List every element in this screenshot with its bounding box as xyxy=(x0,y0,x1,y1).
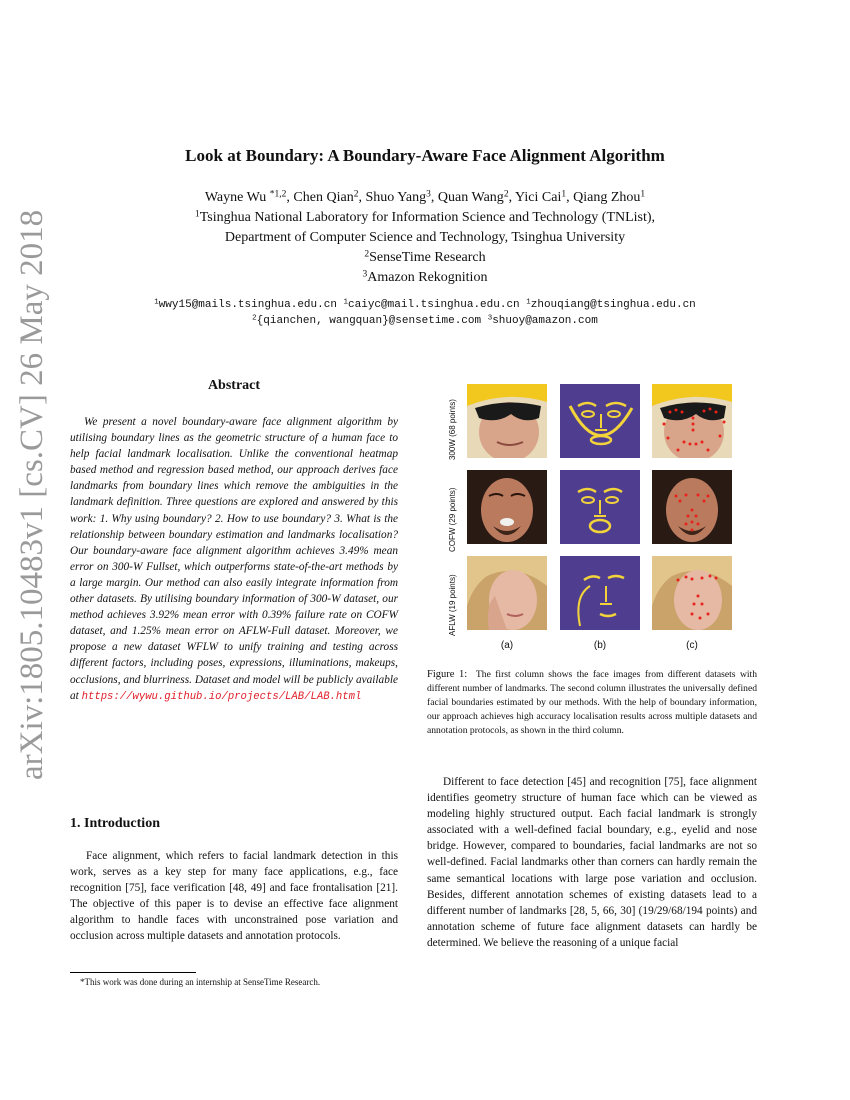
row-label-cofw: COFW (29 points) xyxy=(448,487,457,552)
face-image-aflw xyxy=(467,556,547,630)
col-label-b: (b) xyxy=(593,640,607,651)
affiliation-2: $^2$SenseTime Research xyxy=(364,249,486,265)
email[interactable]: wwy15@mails.tsinghua.edu.cn xyxy=(158,299,344,311)
landmark-result-300w xyxy=(652,384,732,458)
footnote: *This work was done during an internship at SenseTime Research. xyxy=(80,977,321,987)
email[interactable]: shuoy@amazon.com xyxy=(492,315,598,327)
project-link[interactable]: https://wywu.github.io/projects/LAB/LAB.html xyxy=(81,690,362,703)
abstract-heading: Abstract xyxy=(207,378,261,393)
arxiv-stamp: arXiv:1805.10483v1 [cs.CV] 26 May 2018 xyxy=(14,209,50,780)
affiliation-3: $^3$Amazon Rekognition xyxy=(362,269,488,285)
figure-1 xyxy=(440,380,760,662)
intro-heading: 1. Introduction xyxy=(70,816,160,831)
landmark-result-cofw xyxy=(652,470,732,544)
email[interactable]: zhouqiang@tsinghua.edu.cn xyxy=(530,299,696,311)
affiliation-1b: Department of Computer Science and Technology, Tsinghua University xyxy=(224,230,626,245)
face-image-cofw xyxy=(467,470,547,544)
paper-title: Look at Boundary: A Boundary-Aware Face Alignment Algorithm xyxy=(185,146,665,165)
author-sup: 1 xyxy=(561,189,567,200)
author-block xyxy=(0,188,850,288)
boundary-map-300w xyxy=(560,384,640,458)
author-name: , Quan Wang xyxy=(430,190,504,205)
footnote-rule xyxy=(70,972,196,973)
intro-paragraph: Face alignment, which refers to facial landmark detection in this work, serves as a key step for many face applications, e.g., face recognition [75], face verification [48, 49] and face frontalisation [21]. The objective of this paper is to devise an effective face alignment algorithm to handle faces with unconstrained pose variation and occlusion across multiple datasets and annotation protocols. xyxy=(70,850,398,943)
author-sup: *1,2 xyxy=(269,189,287,200)
row-label-300w: 300W (68 points) xyxy=(448,399,457,460)
email[interactable]: caiyc@mail.tsinghua.edu.cn xyxy=(348,299,527,311)
col-label-c: (c) xyxy=(686,640,698,651)
author-name: , Chen Qian xyxy=(286,190,354,205)
boundary-map-aflw xyxy=(560,556,640,630)
row-label-aflw: AFLW (19 points) xyxy=(448,574,457,636)
email-block: $^1$wwy15@mails.tsinghua.edu.cn $^1$caiyc@mail.tsinghua.edu.cn $^1$zhouqiang@tsinghua.edu.cn $^2${qianchen, wangquan}@sensetime.com $^3$shuoy@amazon.com xyxy=(154,298,696,327)
boundary-map-cofw xyxy=(560,470,640,544)
email[interactable]: {qianchen, wangquan}@sensetime.com xyxy=(256,315,488,327)
face-image-300w xyxy=(467,384,547,458)
author-name: Wayne Wu xyxy=(204,190,270,205)
author-sup: 1 xyxy=(640,189,646,200)
landmark-result-aflw xyxy=(652,556,732,630)
author-name: , Shuo Yang xyxy=(358,190,427,205)
affiliation-1: $^1$Tsinghua National Laboratory for Information Science and Technology (TNList), xyxy=(194,209,656,225)
author-name: , Qiang Zhou xyxy=(566,190,641,205)
col-label-a: (a) xyxy=(500,640,514,651)
author-sup: 2 xyxy=(353,189,359,200)
abstract-body: We present a novel boundary-aware face alignment algorithm by utilising boundary lines as the geometric structure of a human face to help facial landmark localisation. Unlike the conventional heatmap based method and regression based method, our approach derives face landmarks from boundary lines which remove the ambiguities in the landmark definition. Three questions are explored and answered by this work: 1. Why using boundary? 2. How to use boundary? 3. What is the relationship between boundary estimation and landmarks localisation? Our boundary-aware face alignment algorithm achieves 3.49% mean error on 300-W Fullset, which outperforms state-of-the-art methods by a large margin. Our method can also easily integrate information from other datasets. By utilising boundary information of 300-W dataset, our method achieves 3.92% mean error with 0.39% failure rate on COFW dataset, and 1.25% mean error on AFLW-Full dataset. Moreover, we propose a new dataset WFLW to unify training and testing across different factors, including poses, expressions, illuminations, makeups, occlusions, and blurriness. Dataset and model will be publicly available at https://wywu.github.io/projects/LAB/LAB.html xyxy=(70,416,398,703)
author-sup: 3 xyxy=(426,189,431,200)
author-sup: 2 xyxy=(503,189,509,200)
author-list xyxy=(0,188,850,208)
author-name: , Yici Cai xyxy=(508,190,562,205)
figure-caption: Figure 1: The first column shows the face images from different datasets with different number of landmarks. The second column illustrates the universally defined facial boundaries estimated by our methods. With the help of boundary information, our approach achieves high accuracy localisation results across multiple datasets and annotation protocols, as shown in the third column. xyxy=(427,669,757,736)
intro-paragraph-right: Different to face detection [45] and recognition [75], face alignment identifies geometry structure of human face which can be viewed as modeling highly structured output. Each facial landmark is strongly associated with a well-defined facial boundary, e.g., eyelid and nose bridge. However, compared to boundaries, facial landmarks are not so well-defined. Facial landmarks other than corners can hardly remain the same semantical locations with large pose variation and occlusion. Besides, different annotation schemes of existing datasets lead to a different number of landmarks [28, 5, 66, 30] (19/29/68/194 points) and annotation scheme of future face alignment datasets can hardly be determined. We believe the reasoning of a unique facial xyxy=(427,776,757,949)
